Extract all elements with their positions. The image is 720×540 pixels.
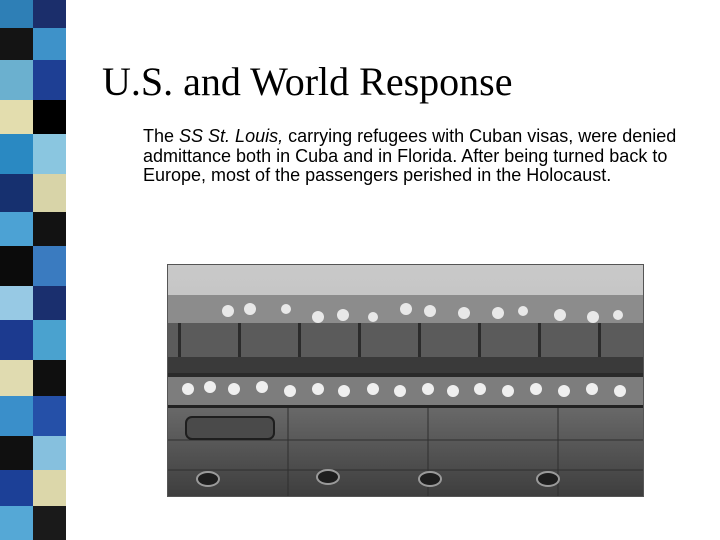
stripe-block [33, 100, 66, 134]
ship-name: SS St. Louis, [179, 126, 284, 146]
slide-title: U.S. and World Response [102, 59, 513, 104]
stripe-block [33, 436, 66, 470]
stripe-block [33, 134, 66, 174]
stripe-block [0, 212, 33, 246]
ship-photo [167, 264, 644, 497]
stripe-block [0, 286, 33, 320]
stripe-block [0, 320, 33, 360]
stripe-block [0, 0, 33, 28]
body-rest: carrying refugees with Cuban visas, were denied admittance both in Cuba and in Florida. After being turned back to Europe, most of the passengers perished in the Holocaust. [143, 126, 677, 185]
stripe-block [0, 506, 33, 540]
stripe-block [33, 286, 66, 320]
stripe-block [0, 360, 33, 396]
stripe-block [33, 396, 66, 436]
decorative-stripe [0, 0, 66, 540]
stripe-block [0, 396, 33, 436]
stripe-block [0, 100, 33, 134]
stripe-block [33, 506, 66, 540]
stripe-block [33, 28, 66, 60]
stripe-block [33, 0, 66, 28]
stripe-block [33, 60, 66, 100]
stripe-block [33, 246, 66, 286]
stripe-block [0, 470, 33, 506]
stripe-block [0, 60, 33, 100]
stripe-block [0, 134, 33, 174]
slide-body-text [143, 127, 683, 186]
stripe-block [33, 320, 66, 360]
stripe-block [0, 174, 33, 212]
stripe-block [0, 246, 33, 286]
stripe-block [0, 436, 33, 470]
stripe-block [33, 212, 66, 246]
stripe-block [33, 360, 66, 396]
stripe-block [0, 28, 33, 60]
stripe-block [33, 174, 66, 212]
body-lead: The [143, 126, 180, 146]
ship-photo-illustration [168, 265, 643, 496]
stripe-block [33, 470, 66, 506]
